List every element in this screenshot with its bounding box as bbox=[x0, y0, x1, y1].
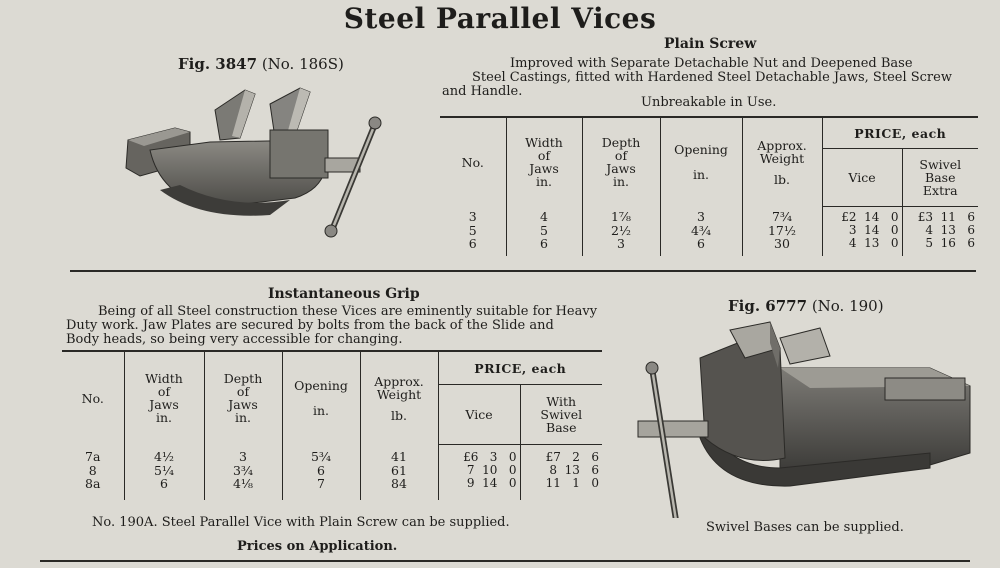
top-desc-line1: Improved with Separate Detachable Nut and Deepened Base bbox=[510, 56, 913, 71]
bottom-spec-table bbox=[62, 352, 602, 500]
top-col-weight: Approx. Weight lb. bbox=[742, 118, 822, 206]
bottom-desc-line3: Body heads, so being very accessible for changing. bbox=[66, 332, 403, 347]
table-row: 5 5 2½ 4¾ 17½ 3 14 0 4 13 6 bbox=[440, 224, 978, 237]
table-row: 3 4 1⅞ 3 7¾ £2 14 0 £3 11 6 bbox=[440, 206, 978, 224]
top-col-width: Width of Jaws in. bbox=[506, 118, 582, 206]
top-figure-label bbox=[178, 55, 344, 73]
bench-vice-illustration-top bbox=[120, 80, 390, 240]
table-row: 7a 4½ 3 5¾ 41 £6 3 0 £7 2 6 bbox=[62, 444, 602, 464]
table-row: 6 6 3 6 30 4 13 0 5 16 6 bbox=[440, 237, 978, 256]
top-desc-line2: Steel Castings, fitted with Hardened Steel Detachable Jaws, Steel Screw bbox=[472, 70, 952, 85]
top-desc-line3: and Handle. bbox=[442, 84, 523, 99]
bottom-col-weight: Approx. Weight lb. bbox=[360, 352, 438, 444]
bottom-page-rule bbox=[40, 560, 970, 562]
section-divider bbox=[70, 270, 976, 272]
top-col-price: PRICE, each bbox=[822, 118, 978, 149]
table-row: 8a 6 4⅛ 7 84 9 14 0 11 1 0 bbox=[62, 477, 602, 500]
bottom-note-line1: No. 190A. Steel Parallel Vice with Plain Screw can be supplied. bbox=[92, 515, 510, 530]
top-col-opening: Opening in. bbox=[660, 118, 742, 206]
bottom-figure-model: (No. 190) bbox=[811, 297, 884, 315]
bottom-col-no: No. bbox=[81, 390, 104, 406]
top-col-extra: Swivel Base Extra bbox=[902, 149, 978, 207]
top-figure-model: (No. 186S) bbox=[261, 55, 344, 73]
bench-vice-illustration-bottom bbox=[630, 318, 975, 518]
bottom-subheading: Instantaneous Grip bbox=[268, 286, 420, 302]
bottom-col-width: Width of Jaws in. bbox=[124, 352, 204, 444]
top-desc-line4: Unbreakable in Use. bbox=[641, 95, 777, 110]
top-figure-number: Fig. 3847 bbox=[178, 55, 258, 73]
top-col-no: No. bbox=[461, 154, 484, 170]
top-subheading: Plain Screw bbox=[664, 36, 757, 52]
bottom-figure-number: Fig. 6777 bbox=[728, 297, 808, 315]
bottom-desc-line1: Being of all Steel construction these Vices are eminently suitable for Heavy bbox=[98, 304, 598, 319]
top-col-depth: Depth of Jaws in. bbox=[582, 118, 660, 206]
bottom-col-price: PRICE, each bbox=[438, 352, 602, 385]
bottom-desc-line2: Duty work. Jaw Plates are secured by bolts from the back of the Slide and bbox=[66, 318, 554, 333]
top-spec-table bbox=[440, 118, 978, 256]
bottom-col-vice: Vice bbox=[438, 385, 520, 445]
bottom-figure-label bbox=[728, 297, 884, 315]
bottom-col-opening: Opening in. bbox=[282, 352, 360, 444]
bottom-col-depth: Depth of Jaws in. bbox=[204, 352, 282, 444]
bottom-col-swivel: With Swivel Base bbox=[520, 385, 602, 445]
bottom-note-line2: Prices on Application. bbox=[237, 539, 398, 554]
swivel-bases-caption: Swivel Bases can be supplied. bbox=[706, 520, 904, 535]
page-title: Steel Parallel Vices bbox=[343, 2, 657, 35]
table-row: 8 5¼ 3¾ 6 61 7 10 0 8 13 6 bbox=[62, 464, 602, 477]
top-col-vice: Vice bbox=[822, 149, 902, 207]
